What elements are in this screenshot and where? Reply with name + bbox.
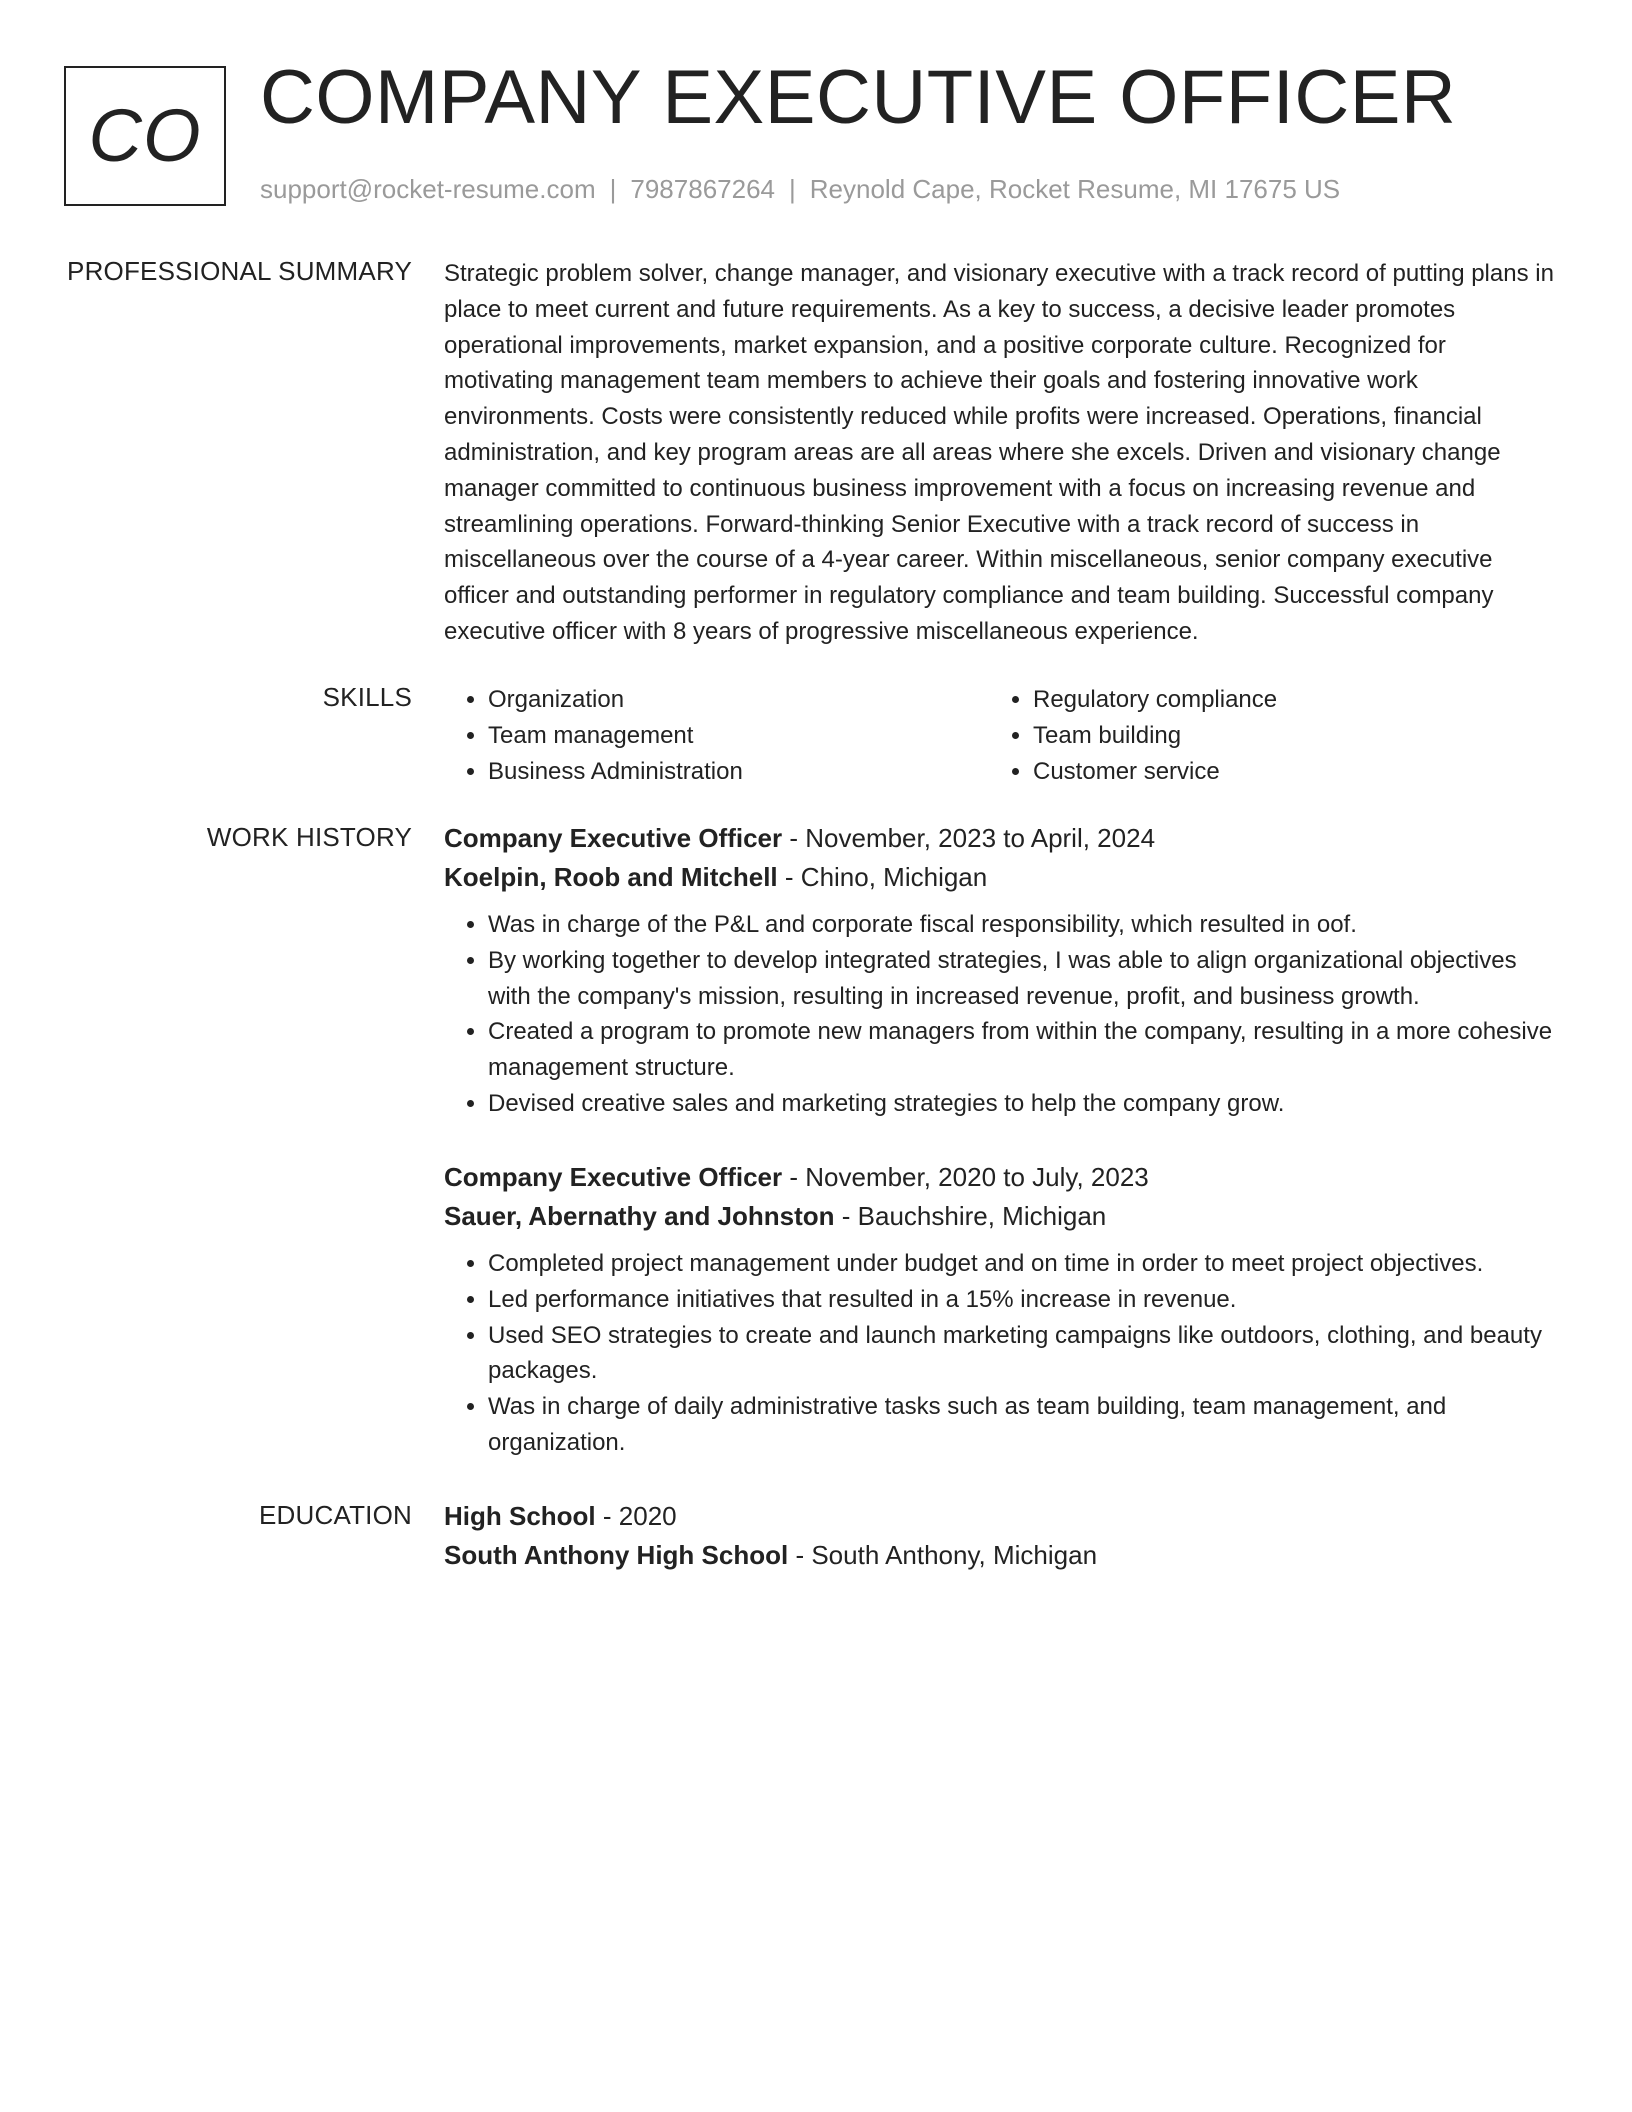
- job-bullet: • Was in charge of daily administrative tasks such as team building, team management, and organization.: [488, 1389, 1554, 1461]
- job-title-line: [444, 1158, 1554, 1197]
- education-location: - South Anthony, Michigan: [795, 1540, 1098, 1570]
- contact-separator: |: [789, 174, 796, 204]
- job-location: - Bauchshire, Michigan: [841, 1201, 1107, 1231]
- resume-name: COMPANY EXECUTIVE OFFICER: [260, 55, 1457, 140]
- skill-item: • Business Administration: [488, 754, 989, 790]
- education-entry: [444, 1497, 1554, 1575]
- skills-section-label: SKILLS: [322, 682, 412, 712]
- skills-section: [444, 682, 1554, 789]
- job-bullet: • By working together to develop integrated strategies, I was able to align organizational objectives with the company's mission, resulting in increased revenue, profit, and business growth.: [488, 943, 1554, 1015]
- job-title: Company Executive Officer: [444, 1162, 783, 1192]
- job-entry: [444, 1158, 1554, 1461]
- summary-text: Strategic problem solver, change manager, and visionary executive with a track record of putting plans in place to meet current and future requirements. As a key to success, a decisive leader promotes operational improvements, market expansion, and a positive corporate culture. Recognized for motivating management team members to achieve their goals and fostering innovative work environments. Costs were consistently reduced while profits were increased. Operations, financial administration, and key program areas are all areas where she excels. Driven and visionary change manager committed to continuous business improvement with a focus on increasing revenue and streamlining operations. Forward-thinking Senior Executive with a track record of success in miscellaneous over the course of a 4-year career. Within miscellaneous, senior company executive officer and outstanding performer in regulatory compliance and team building. Successful company executive officer with 8 years of progressive miscellaneous experience.: [444, 260, 1554, 645]
- summary-section-label: PROFESSIONAL SUMMARY: [67, 256, 412, 286]
- contact-email[interactable]: support@rocket-resume.com: [260, 174, 596, 204]
- job-bullet: • Devised creative sales and marketing strategies to help the company grow.: [488, 1086, 1554, 1122]
- contact-line: [260, 174, 1340, 205]
- skills-grid: [444, 682, 1554, 789]
- monogram-initials: CO: [88, 94, 202, 177]
- monogram-box: [64, 66, 226, 206]
- job-dates: - November, 2020 to July, 2023: [789, 1162, 1149, 1192]
- job-location: - Chino, Michigan: [784, 862, 988, 892]
- job-bullet: • Led performance initiatives that resulted in a 15% increase in revenue.: [488, 1282, 1554, 1318]
- skill-item: • Team building: [1033, 718, 1534, 754]
- work-section-label: WORK HISTORY: [206, 822, 412, 852]
- job-bullet: • Created a program to promote new managers from within the company, resulting in a more cohesive management structure.: [488, 1014, 1554, 1086]
- skill-item: • Team management: [488, 718, 989, 754]
- contact-phone[interactable]: 7987867264: [630, 174, 775, 204]
- job-bullets: [444, 907, 1554, 1122]
- education-school-line: [444, 1536, 1554, 1575]
- skill-item: • Regulatory compliance: [1033, 682, 1534, 718]
- job-entry: [444, 819, 1554, 1122]
- skills-list-right: [989, 682, 1534, 789]
- job-title-line: [444, 819, 1554, 858]
- skills-list-left: [444, 682, 989, 789]
- skill-item: • Customer service: [1033, 754, 1534, 790]
- education-degree: High School: [444, 1501, 596, 1531]
- job-company-line: [444, 858, 1554, 897]
- contact-address: Reynold Cape, Rocket Resume, MI 17675 US: [809, 174, 1341, 204]
- job-company: Sauer, Abernathy and Johnston: [444, 1201, 835, 1231]
- job-bullet: • Was in charge of the P&L and corporate fiscal responsibility, which resulted in oof.: [488, 907, 1554, 943]
- job-dates: - November, 2023 to April, 2024: [789, 823, 1156, 853]
- education-degree-line: [444, 1497, 1554, 1536]
- summary-section: [444, 256, 1554, 650]
- job-bullet: • Used SEO strategies to create and launch marketing campaigns like outdoors, clothing, and beauty packages.: [488, 1318, 1554, 1390]
- education-year: - 2020: [602, 1501, 677, 1531]
- job-company-line: [444, 1197, 1554, 1236]
- job-bullets: [444, 1246, 1554, 1461]
- job-bullet: • Completed project management under budget and on time in order to meet project objectives.: [488, 1246, 1554, 1282]
- job-company: Koelpin, Roob and Mitchell: [444, 862, 778, 892]
- skill-item: • Organization: [488, 682, 989, 718]
- contact-separator: |: [609, 174, 617, 204]
- education-school: South Anthony High School: [444, 1540, 789, 1570]
- job-title: Company Executive Officer: [444, 823, 783, 853]
- education-section-label: EDUCATION: [259, 1500, 412, 1530]
